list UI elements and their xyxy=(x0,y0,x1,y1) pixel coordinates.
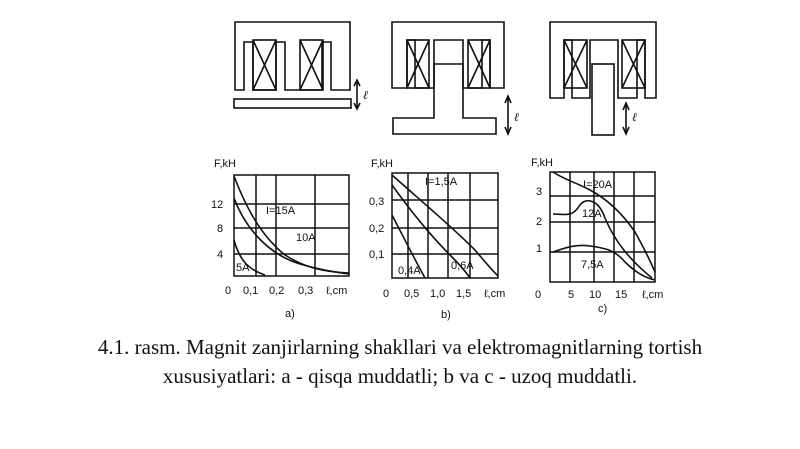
magnet-c-gap-arrow xyxy=(623,103,629,134)
graph-b-y-tick: 0,1 xyxy=(369,249,385,261)
graph-b-curve-label: 0,4A xyxy=(398,265,421,277)
magnet-b xyxy=(392,22,511,134)
graph-a-y-tick: 4 xyxy=(217,249,224,261)
graph-c-curve-label: 7,5A xyxy=(581,259,604,271)
graph-c-curve-label: 12A xyxy=(582,208,602,220)
graph-a-curve-label: 5A xyxy=(236,262,250,274)
graph-a-x-tick: 0,2 xyxy=(269,285,285,297)
magnet-b-coil-left-cross xyxy=(407,40,429,88)
graph-a-x-tick: 0,1 xyxy=(243,285,259,297)
graph-b-x-label: ℓ,cm xyxy=(484,288,506,300)
graph-b-y-tick: 0,3 xyxy=(369,196,385,208)
graph-a-curves xyxy=(234,176,349,275)
graph-c-y-tick: 2 xyxy=(536,216,543,228)
graph-a-x-tick: 0 xyxy=(225,285,232,297)
caption-line-2: xususiyatlari: a - qisqa muddatli; b va c - uzoq muddatli. xyxy=(162,364,638,388)
magnet-a-gap-arrow xyxy=(354,80,360,109)
graph-b-x-tick: 1,0 xyxy=(430,288,446,300)
graph-c-x-tick: 10 xyxy=(589,289,602,301)
graph-c-y-tick: 3 xyxy=(536,186,543,198)
graph-a-labels xyxy=(211,158,347,320)
graph-b-y-tick: 0,2 xyxy=(369,223,385,235)
graph-a-curve-label: 10A xyxy=(296,232,316,244)
graph-c-y-tick: 1 xyxy=(536,243,543,255)
magnet-c-coil-left-cross xyxy=(564,40,587,88)
graph-c-x-tick: 15 xyxy=(615,289,628,301)
graph-c-curve-label: I=20A xyxy=(583,179,613,191)
graph-b-x-tick: 0,5 xyxy=(404,288,420,300)
magnet-b-gap-label: ℓ xyxy=(514,110,519,124)
graph-a-x-label: ℓ,cm xyxy=(326,285,348,297)
magnet-b-gap-arrow xyxy=(505,96,511,134)
graph-b-panel-label: b) xyxy=(441,309,451,321)
magnet-c-plunger xyxy=(592,64,614,135)
magnet-b-coil-right-cross xyxy=(468,40,490,88)
graph-c-x-tick: 0 xyxy=(535,289,542,301)
magnet-a-armature xyxy=(234,99,351,108)
magnet-c-gap-label: ℓ xyxy=(632,110,637,124)
graph-a-curve-15a xyxy=(234,176,349,273)
graph-a-y-label: F,kH xyxy=(214,158,236,170)
figure-caption xyxy=(0,333,800,391)
graph-c-curve-75a xyxy=(553,245,655,280)
magnet-c-coil-right-cross xyxy=(622,40,645,88)
graph-c-labels xyxy=(531,157,663,315)
graph-b-labels xyxy=(369,158,505,321)
graph-b-x-tick: 1,5 xyxy=(456,288,472,300)
magnet-a-gap-label: ℓ xyxy=(363,88,368,102)
magnet-c-core xyxy=(550,22,656,98)
magnet-b-core xyxy=(392,22,504,88)
graph-c-x-tick: 5 xyxy=(568,289,575,301)
graph-b-x-tick: 0 xyxy=(383,288,390,300)
magnet-a-coil-right-cross xyxy=(300,40,323,90)
graph-b-y-label: F,kH xyxy=(371,158,393,170)
graph-a-curve-label: I=15A xyxy=(266,205,296,217)
magnet-b-armature xyxy=(393,64,496,134)
caption-line-1: 4.1. rasm. Magnit zanjirlarning shakllari va elektromagnitlarning tortish xyxy=(97,335,703,359)
magnet-a xyxy=(234,22,360,109)
graph-c-y-label: F,kH xyxy=(531,157,553,169)
magnet-c xyxy=(550,22,656,135)
graph-a-panel-label: a) xyxy=(285,308,295,320)
graph-c-x-label: ℓ,cm xyxy=(642,289,664,301)
graph-a-y-tick: 12 xyxy=(211,199,224,211)
graph-b-curve-label: 0,6A xyxy=(451,260,474,272)
magnet-a-coil-left-cross xyxy=(253,40,276,90)
graph-c-panel-label: c) xyxy=(598,303,608,315)
graph-a-x-tick: 0,3 xyxy=(298,285,314,297)
graph-b-curve-label: I=1,5A xyxy=(425,176,458,188)
graph-a-y-tick: 8 xyxy=(217,223,224,235)
